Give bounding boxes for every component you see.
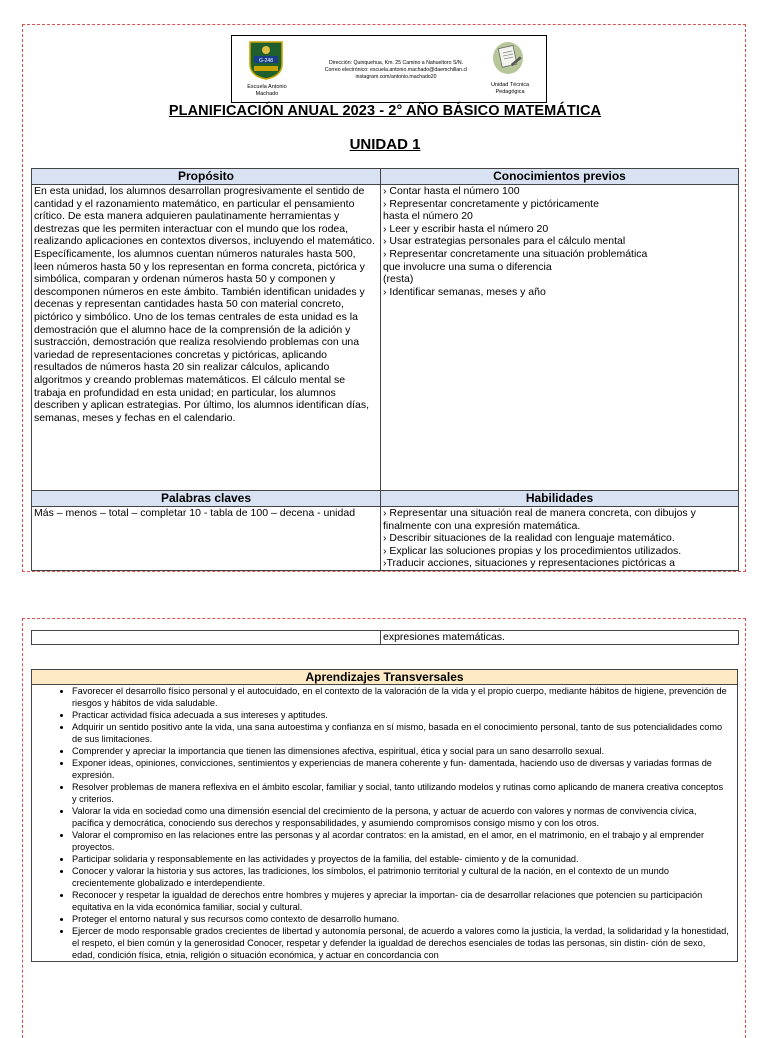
conocimiento-item: › Identificar semanas, meses y año: [383, 285, 546, 298]
conocimiento-item: (resta): [383, 273, 414, 286]
school-crest-icon: [248, 40, 284, 80]
proposito-cell: En esta unidad, los alumnos desarrollan progresivamente el sentido de cantidad y el razonamiento matemático, en particular el pensamiento crítico. De esta manera adquieren paulatinamente herramientas y destrezas que les permiten interactuar con el mundo que los rodea, realizando aplicaciones en contextos diversos, incluyendo el matemático. Específicamente, los alumnos cuentan números naturales hasta 500, leen números hasta 50 y los representan en forma concreta, pictórica y simbólica, comparan y ordenan números hasta 50 y componen y descomponen números en este ámbito. También identifican unidades y decenas y representan cantidades hasta 50 con material concreto, pictórico y simbólico. Uno de los temas centrales de esta unidad es la demostración que el alumno hace de la comprensión de la adición y sustracción, demostración que realiza resolviendo problemas con una variedad de representaciones concretas y pictóricas, aplicando resultados de números hasta 20 sin realizar cálculos, aplicando algoritmos y creando problemas matemáticos. El cálculo mental se trabaja en profundidad en esta unidad; en particular, los alumnos describen y aplican estrategias. Por último, los alumnos identifican días, semanas, meses y fechas en el calendario.: [32, 185, 381, 491]
document-page-1: [22, 24, 746, 572]
school-header-banner: [231, 35, 547, 103]
school-name: Escuela Antonio Machado: [247, 84, 287, 97]
school-contact: [306, 60, 486, 81]
aprendizaje-item: • Exponer ideas, opiniones, convicciones, sentimientos y experiencias de manera coherente y fun- damentada, haciendo uso de diversas y variadas formas de expresión.: [72, 757, 729, 781]
conocimiento-item: › Usar estrategias personales para el cálculo mental: [383, 235, 626, 248]
utp-name: Unidad Técnica Pedagógica: [490, 82, 530, 95]
habilidad-item: ›Traducir acciones, situaciones y representaciones pictóricas a: [383, 557, 675, 570]
proposito-header: Propósito: [32, 169, 381, 185]
habilidad-item: › Explicar las soluciones propias y los procedimientos utilizados.: [383, 544, 682, 557]
palabras-claves-cell-continued: [32, 631, 381, 645]
crest-label: G-248: [259, 58, 273, 64]
habilidad-item: › Describir situaciones de la realidad con lenguaje matemático.: [383, 532, 675, 545]
aprendizaje-item: • Valorar la vida en sociedad como una dimensión esencial del crecimiento de la persona, y actuar de acuerdo con valores y normas de convivencia cívica, pacífica y democrática, conociendo sus derechos y responsabilidades, y asumiendo compromisos consigo mismo y con los otros.: [72, 805, 729, 829]
aprendizajes-transversales-section: [31, 669, 738, 962]
aprendizaje-item: • Participar solidaria y responsablemente en las actividades y proyectos de la familia, del estable- cimiento y de la comunidad.: [72, 853, 729, 865]
notepad-pencil-icon: [492, 40, 524, 76]
aprendizaje-item: • Ejercer de modo responsable grados crecientes de libertad y autonomía personal, de acuerdo a valores como la justicia, la verdad, la solidaridad y la honestidad, el respeto, el bien común y la generosidad Conocer, respetar y defender la igualdad de derechos esenciales de todas las personas, sin distin- ción de sexo, edad, condición física, etnia, religión o situación económica, y actuar en concordancia con: [72, 925, 729, 961]
conocimiento-item: hasta el número 20: [383, 210, 473, 223]
conocimiento-item: › Representar concretamente una situación problemática: [383, 247, 648, 260]
document-page-2: [22, 618, 746, 1038]
page-title: PLANIFICACIÓN ANUAL 2023 - 2° AÑO BÁSICO MATEMÁTICA: [168, 103, 602, 119]
aprendizaje-item: • Valorar el compromiso en las relaciones entre las personas y al acordar contratos: en la amistad, en el amor, en el matrimonio, en el trabajo y al emprender proyectos.: [72, 829, 729, 853]
conocimiento-item: que involucre una suma o diferencia: [383, 260, 552, 273]
aprendizaje-item: • Reconocer y respetar la igualdad de derechos entre hombres y mujeres y apreciar la importan- cia de desarrollar relaciones que potencien su participación equitativa en la vida económica familiar, social y cultural.: [72, 889, 729, 913]
aprendizaje-item: • Adquirir un sentido positivo ante la vida, una sana autoestima y confianza en sí mismo, basada en el conocimiento personal, tanto de sus potencialidades como de sus limitaciones.: [72, 721, 729, 745]
unit-title: UNIDAD 1: [349, 136, 421, 153]
aprendizajes-header: Aprendizajes Transversales: [32, 670, 737, 685]
planning-table-continued: [31, 630, 739, 645]
contact-address: Dirección: Quinquehua, Km. 25 Camino a Nahueltoro S/N.: [328, 60, 464, 66]
habilidades-header: Habilidades: [381, 491, 739, 507]
aprendizajes-list: [32, 685, 737, 961]
aprendizaje-item: • Practicar actividad física adecuada a sus intereses y aptitudes.: [72, 709, 729, 721]
habilidades-continued: expresiones matemáticas.: [381, 631, 739, 645]
palabras-claves-cell: Más – menos – total – completar 10 - tabla de 100 – decena - unidad: [32, 507, 381, 571]
conocimiento-item: › Representar concretamente y pictóricamente: [383, 197, 599, 210]
conocimiento-item: › Contar hasta el número 100: [383, 185, 520, 197]
contact-email: Correo electrónico: escuela.antonio.machado@daemchillan.cl: [324, 67, 468, 73]
contact-instagram: instagram.com/antonio.machado20: [355, 74, 437, 80]
planning-table: [31, 168, 739, 571]
conocimientos-cell: [381, 185, 739, 491]
aprendizaje-item: • Resolver problemas de manera reflexiva en el ámbito escolar, familiar y social, tanto utilizando modelos y rutinas como aplicando de manera creativa conceptos y criterios.: [72, 781, 729, 805]
aprendizaje-item: • Comprender y apreciar la importancia que tienen las dimensiones afectiva, espiritual, ética y social para un sano desarrollo sexual.: [72, 745, 729, 757]
habilidad-item: › Representar una situación real de manera concreta, con dibujos y finalmente con una expresión matemática.: [383, 507, 696, 532]
palabras-claves-header: Palabras claves: [32, 491, 381, 507]
aprendizaje-item: • Proteger el entorno natural y sus recursos como contexto de desarrollo humano.: [72, 913, 729, 925]
aprendizaje-item: • Conocer y valorar la historia y sus actores, las tradiciones, los símbolos, el patrimonio territorial y cultural de la nación, en el contexto de un mundo crecientemente globalizado e interdependiente.: [72, 865, 729, 889]
conocimientos-header: Conocimientos previos: [381, 169, 739, 185]
aprendizaje-item: • Favorecer el desarrollo físico personal y el autocuidado, en el contexto de la valoración de la vida y el propio cuerpo, mediante hábitos de higiene, prevención de riesgos y hábitos de vida saludable.: [72, 685, 729, 709]
habilidades-cell: [381, 507, 739, 571]
conocimiento-item: › Leer y escribir hasta el número 20: [383, 222, 549, 235]
